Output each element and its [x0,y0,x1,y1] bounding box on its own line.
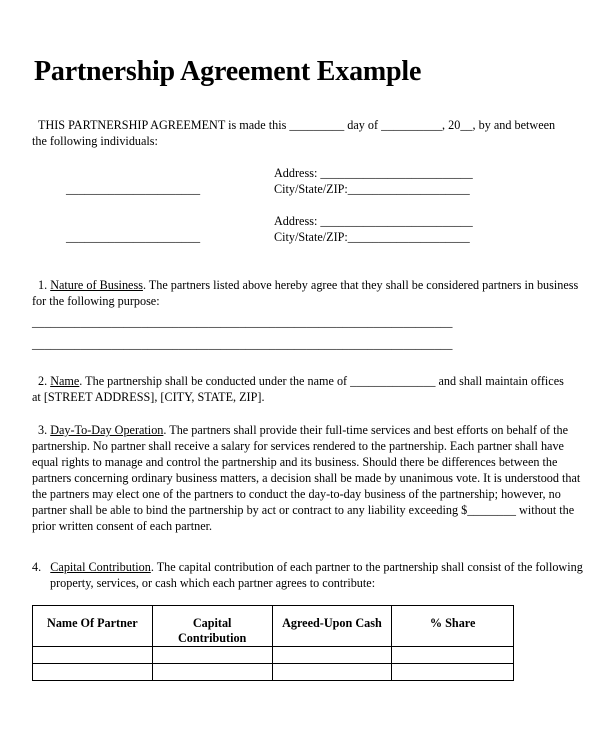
section4-text-1: . The capital contribution of each partner to the partnership shall consist of the following [150,560,583,574]
party2-name-line: ______________________ [66,230,201,244]
section2-text-1: . The partnership shall be conducted under the name of ______________ and shall maintain offices [79,374,564,388]
page-title: Partnership Agreement Example [34,56,422,87]
section4-heading: Capital Contribution [50,560,151,574]
header-agreed-upon-cash: Agreed-Upon Cash [272,606,392,647]
section3-line-5: the partners may elect one of the partners to conduct the day-to-day business of the partnership; however, no [32,487,561,501]
section2-line-2: at [STREET ADDRESS], [CITY, STATE, ZIP]. [32,390,265,404]
section3-line-4: partners concerning ordinary business matters, a decision shall be made by unanimous vote. It is understood that [32,471,581,485]
section3-line-3: equal rights to manage and control the partnership and its business. Should there be differences between the [32,455,558,469]
table-cell [33,664,153,681]
header-name-of-partner: Name Of Partner [33,606,153,647]
section3-line-6: partner shall be able to bind the partnership by act or contract to any liability exceeding $________ without the [32,503,575,517]
section2-line-1 [38,373,564,389]
table-cell [392,664,514,681]
table-row [33,664,514,681]
section4-number: 4. [32,560,42,574]
section3-line-1 [38,422,568,438]
header-percent-share: % Share [392,606,514,647]
section2-heading: Name [50,374,80,388]
section1-blank-1: _____________________________________________________________________ [32,315,453,329]
table-cell [152,647,272,664]
capital-contribution-table [32,605,514,681]
section2-number: 2. [38,374,48,388]
table-cell [152,664,272,681]
table-row [33,647,514,664]
section3-line-2: partnership. No partner shall receive a salary for services rendered to the partnership. Each partner shall have [32,439,564,453]
party1-city: City/State/ZIP:____________________ [274,182,470,196]
header-capital-contribution: Capital Contribution [152,606,272,647]
section1-line-2: for the following purpose: [32,294,160,308]
section3-text-1: . The partners shall provide their full-time services and best efforts on behalf of the [163,423,569,437]
section1-text-1: . The partners listed above hereby agree that they shall be considered partners in business [142,278,579,292]
section1-heading: Nature of Business [50,278,143,292]
section4-line-1 [32,559,583,575]
table-cell [272,664,392,681]
section1-blank-2: _____________________________________________________________________ [32,337,453,351]
party1-address: Address: _________________________ [274,166,473,180]
intro-line-1: THIS PARTNERSHIP AGREEMENT is made this _________ day of __________, 20__, by and between [38,118,556,132]
section3-line-7: prior written consent of each partner. [32,519,213,533]
section1-line-1 [38,277,578,293]
table-cell [392,647,514,664]
table-header-row [33,606,514,647]
table-cell [272,647,392,664]
party2-city: City/State/ZIP:____________________ [274,230,470,244]
party1-name-line: ______________________ [66,182,201,196]
section1-number: 1. [38,278,48,292]
intro-line-2: the following individuals: [32,134,158,148]
section3-number: 3. [38,423,48,437]
table-cell [33,647,153,664]
section3-heading: Day-To-Day Operation [50,423,164,437]
party2-address: Address: _________________________ [274,214,473,228]
section4-line-2: property, services, or cash which each partner agrees to contribute: [50,576,376,590]
